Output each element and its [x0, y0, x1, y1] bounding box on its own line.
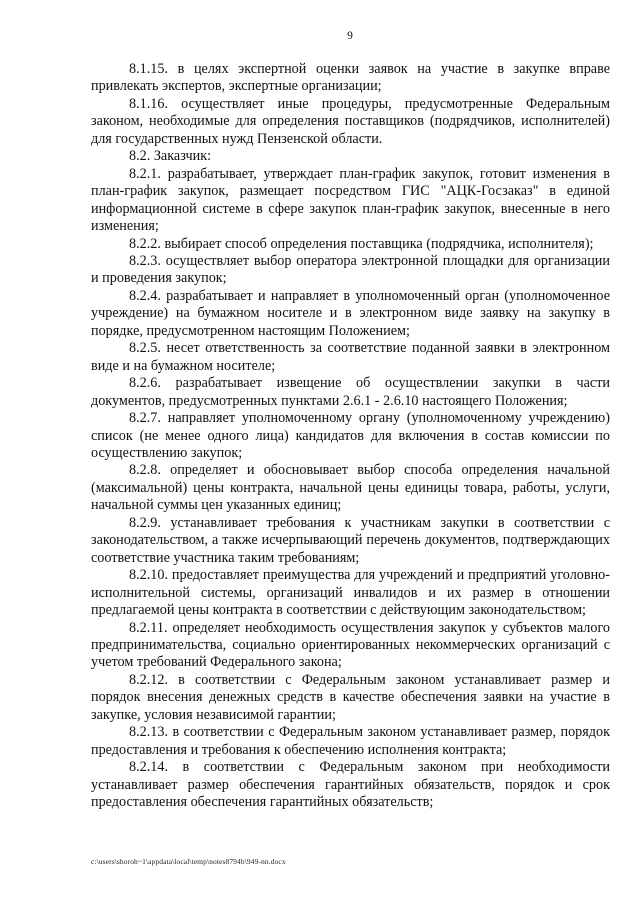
section-heading-8-2: 8.2. Заказчик: [129, 148, 212, 165]
footer-file-path: c:\users\shoroh~1\appdata\local\temp\notes8794b\949-nn.docx [91, 857, 286, 866]
paragraph-8-2-10: 8.2.10. предоставляет преимущества для учреждений и предприятий уголовно-исполнительной системы, организаций инвалидов и их размер в отношении предлагаемой цены контракта в соответствии с действующим законодательством; [91, 567, 610, 619]
paragraph-8-2-5: 8.2.5. несет ответственность за соответствие поданной заявки в электронном виде и на бумажном носителе; [91, 340, 610, 374]
paragraph-8-2-7: 8.2.7. направляет уполномоченному органу (уполномоченному учреждению) список (не менее одного лица) кандидатов для включения в состав комиссии по осуществлению закупок; [91, 410, 610, 461]
page-number: 9 [347, 30, 353, 42]
paragraph-8-2-14: 8.2.14. в соответствии с Федеральным законом при необходимости устанавливает размер обеспечения гарантийных обязательств, порядок и срок предоставления обеспечения гарантийных обязательств; [91, 759, 610, 811]
paragraph-8-2-4: 8.2.4. разрабатывает и направляет в уполномоченный орган (уполномоченное учреждение) на бумажном носителе и в электронном виде заявку на закупку в порядке, предусмотренном настоящим Положением; [91, 287, 610, 339]
paragraph-8-2-2: 8.2.2. выбирает способ определения поставщика (подрядчика, исполнителя); [129, 235, 594, 252]
paragraph-8-2-13: 8.2.13. в соответствии с Федеральным законом устанавливает размер, порядок предоставления и требования к обеспечению исполнения контракта; [91, 724, 610, 758]
paragraph-8-1-16: 8.1.16. осуществляет иные процедуры, предусмотренные Федеральным законом, необходимые для определения поставщиков (подрядчиков, исполнителей) для государственных нужд Пензенской области. [91, 95, 610, 147]
paragraph-8-1-15: 8.1.15. в целях экспертной оценки заявок на участие в закупке вправе привлекать экспертов, экспертные организации; [91, 61, 610, 95]
paragraph-8-2-8: 8.2.8. определяет и обосновывает выбор способа определения начальной (максимальной) цены контракта, начальной цены единицы товара, работы, услуги, начальной суммы цен указанных единиц; [91, 462, 610, 514]
document-body [91, 61, 610, 811]
paragraph-8-2-3: 8.2.3. осуществляет выбор оператора электронной площадки для организации и проведения закупок; [91, 252, 610, 287]
paragraph-8-2-6: 8.2.6. разрабатывает извещение об осуществлении закупки в части документов, предусмотренных пунктами 2.6.1 - 2.6.10 настоящего Положения; [91, 375, 610, 409]
paragraph-8-2-9: 8.2.9. устанавливает требования к участникам закупки в соответствии с законодательством, а также исчерпывающий перечень документов, подтверждающих соответствие участника таким требованиям; [91, 514, 610, 566]
paragraph-8-2-11: 8.2.11. определяет необходимость осуществления закупок у субъектов малого предпринимательства, социально ориентированных некоммерческих организаций с учетом требований Федерального закона; [91, 619, 610, 671]
paragraph-8-2-12: 8.2.12. в соответствии с Федеральным законом устанавливает размер и порядок внесения денежных средств в качестве обеспечения заявки на участие в закупке, условия независимой гарантии; [91, 671, 610, 723]
paragraph-8-2-1: 8.2.1. разрабатывает, утверждает план-график закупок, готовит изменения в план-график закупок, размещает посредством ГИС "АЦК-Госзаказ" в единой информационной системе в сфере закупок план-график закупок, внесенные в него изменения; [91, 165, 610, 235]
